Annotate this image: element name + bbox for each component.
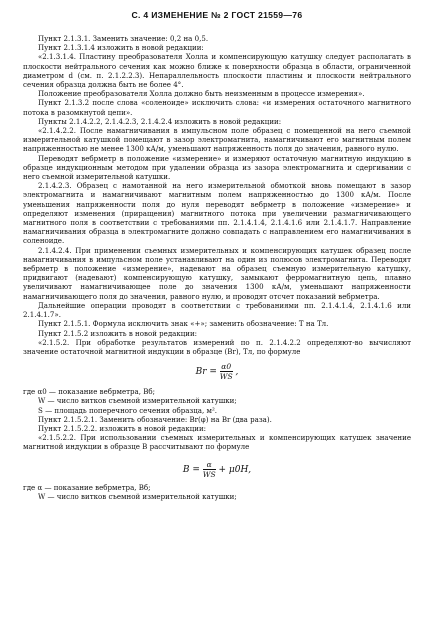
formula-b-tail: + μ0H, — [218, 464, 252, 475]
paragraph-5: Пункт 2.1.3.2 после слова «соленоиде» исключить слова: «и измерения остаточного магнитного потока в разомкнутой цепи». — [23, 98, 411, 117]
paragraph-8: Переводят вебрметр в положение «измерение» и измеряют остаточную магнитную индукцию в образце индукционным методом при удалении образца из зазора электромагнита и сдергивании с него съемной измерительной катушки. — [23, 153, 411, 182]
paragraph-16: W — число витков съемной измерительной катушки; — [38, 396, 237, 406]
paragraph-1: Пункт 2.1.3.1. Заменить значение: 0,2 на 0,5. — [38, 34, 209, 43]
formula-br-tail: , — [235, 367, 239, 378]
paragraph-17: S — площадь поперечного сечения образца, м². — [38, 405, 218, 415]
formula-b-lhs: B = — [182, 464, 200, 475]
body-section-3 — [23, 483, 411, 501]
paragraph-12: Пункт 2.1.5.1. Формула исключить знак «+»; заменить обозначение: Т на Тл. — [38, 319, 329, 329]
paragraph-22: W — число витков съемной измерительной катушки; — [38, 491, 237, 501]
paragraph-2: Пункт 2.1.3.1.4 изложить в новой редакции: — [38, 43, 204, 53]
paragraph-7: «2.1.4.2.2. После намагничивания в импульсном поле образец с помещенной на него съемной измерительной катушкой помещают в зазор электромагнита, намагничивают его магнитным полем напряженностью не менее 1300 кА/м, уменьшают напряженность поля до значения, равного нулю. — [23, 126, 411, 154]
paragraph-13: Пункт 2.1.5.2 изложить в новой редакции: — [38, 328, 198, 338]
paragraph-3: «2.1.3.1.4. Пластину преобразователя Холла и компенсирующую катушку следует располагать в плоскости нейтрального сечения как можно ближе к поверхности образца в области, ограниченной диаметром d (см. п. 2.1.2.2.3). Непараллельность плоскости пластины и плоскости нейтрального сечения образца должна быть не более 4°. — [23, 52, 411, 90]
paragraph-20: «2.1.5.2.2. При использовании съемных измерительных и компенсирующих катушек значение магнитной индукции в образце B рассчитывают по формуле — [23, 433, 411, 452]
formula-b — [23, 460, 411, 479]
formula-br-denominator: WS — [219, 372, 233, 382]
formula-br — [23, 362, 411, 381]
formula-br-lhs: Br = — [195, 367, 217, 378]
formula-b-numerator: α — [203, 460, 216, 470]
page-header: С. 4 ИЗМЕНЕНИЕ № 2 ГОСТ 21559—76 — [131, 10, 303, 20]
formula-b-denominator: WS — [202, 469, 216, 479]
formula-br-numerator: α0 — [221, 362, 232, 372]
paragraph-10: 2.1.4.2.4. При применении съемных измерительных и компенсирующих катушек образец после намагничивания в импульсном поле устанавливают на один из полюсов электромагнита. Переводят вебрметр в положение «измерение», надевают на образец съемную измерительную катушку, придвигают (надевают) компенсирующую катушку, замыкают ферромагнитную цепь, плавно увеличивают намагничивающее поле до значения 1300 кА/м, уменьшают напряженности намагничивающего поля до значения, равного нулю, и проводят отсчет показаний вебрметра. — [23, 245, 411, 301]
paragraph-4: Положение преобразователя Холла должно быть неизменным в процессе измерения». — [38, 89, 365, 99]
paragraph-15: где α0 — показание вебрметра, Вб; — [23, 387, 156, 397]
formula-br-fraction — [220, 362, 233, 381]
paragraph-21: где α — показание вебрметра, Вб; — [23, 482, 151, 492]
paragraph-11: Дальнейшие операции проводят в соответствии с требованиями пп. 2.1.4.1.4, 2.1.4.1.6 или 2.1.4.1.7». — [23, 300, 411, 320]
paragraph-19: Пункт 2.1.5.2.2. изложить в новой редакции: — [38, 423, 207, 433]
paragraph-18: Пункт 2.1.5.2.1. Заменить обозначение: Br(φ) на Br (два раза). — [38, 414, 272, 424]
formula-b-fraction — [203, 460, 216, 479]
paragraph-9: 2.1.4.2.3. Образец с намотанной на него измерительной обмоткой вновь помещают в зазор электромагнита и намагничивают магнитным полем напряженностью до 1300 кА/м. После уменьшения напряженности поля до нуля переводят вебрметр в положение «измерение» и определяют изменения (приращения) магнитного потока при увеличении размагничивающего магнитного поля в соответствии с требованиями пп. 2.1.4.1.4, 2.1.4.1.6 или 2.1.4.1.7. Направление намагничивания образца в электромагните должно совпадать с направлением его намагничивания в соленоиде. — [23, 181, 411, 246]
body-section-2 — [23, 387, 411, 451]
paragraph-6: Пункты 2.1.4.2.2, 2.1.4.2.3, 2.1.4.2.4 изложить в новой редакции: — [38, 116, 282, 126]
body-section-1 — [23, 34, 411, 356]
paragraph-14: «2.1.5.2. При обработке результатов измерений по п. 2.1.4.2.2 определяют-во вычисляют значение остаточной магнитной индукции в образце (Br), Тл, по формуле — [23, 337, 411, 356]
